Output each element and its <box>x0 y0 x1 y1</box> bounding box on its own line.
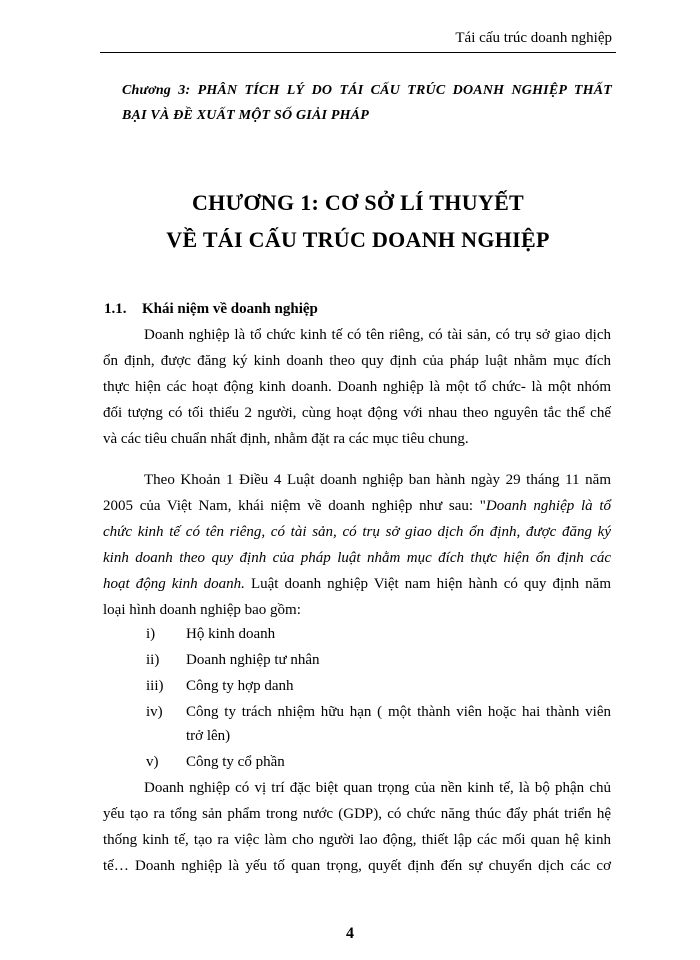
paragraph-line: Doanh nghiệp là tổ chức kinh tế có tên riêng, có tài sản, có trụ sở giao dịch <box>144 327 611 343</box>
list-item-number: v) <box>146 754 159 770</box>
list-item-number: iv) <box>146 704 163 720</box>
paragraph-line: đối tượng có tối thiểu 2 người, cùng hoạt động với nhau theo nguyên tắc thể chế <box>103 405 611 421</box>
paragraph-line: yếu tạo ra tổng sản phẩm trong nước (GDP), có chức năng thúc đẩy phát triển hệ <box>103 806 611 822</box>
legal-quote-line: chức kinh tế có tên riêng, có tài sản, có trụ sở giao dịch ổn định, được đăng ký <box>103 524 611 540</box>
chapter-title-line-1: CHƯƠNG 1: CƠ SỞ LÍ THUYẾT <box>191 190 525 215</box>
toc-entry-line-1: Chương 3: PHÂN TÍCH LÝ DO TÁI CẤU TRÚC DOANH NGHIỆP THẤT <box>122 83 612 98</box>
paragraph-line: Doanh nghiệp có vị trí đặc biệt quan trọng của nền kinh tế, là bộ phận chủ <box>144 780 611 796</box>
list-item-number: iii) <box>146 678 164 694</box>
chapter-title-line-2: VỀ TÁI CẤU TRÚC DOANH NGHIỆP <box>166 227 550 252</box>
paragraph-line: loại hình doanh nghiệp bao gồm: <box>103 602 301 618</box>
paragraph-line <box>103 576 611 593</box>
paragraph-text: Luật doanh nghiệp Việt nam hiện hành có quy định năm <box>244 576 611 592</box>
page-number: 4 <box>346 925 354 942</box>
paragraph-line <box>103 498 611 515</box>
paragraph-line: thực hiện các hoạt động kinh doanh. Doanh nghiệp là một tổ chức- là một nhóm <box>103 379 611 395</box>
paragraph-line: ổn định, được đăng ký kinh doanh theo quy định của pháp luật nhằm mục đích <box>103 353 611 369</box>
legal-quote-line: kinh doanh theo quy định của pháp luật nhằm mục đích thực hiện ổn định các <box>103 550 611 566</box>
list-item-text: Hộ kinh doanh <box>186 626 276 642</box>
list-item-text: Công ty hợp danh <box>186 678 294 694</box>
list-item-text-continued: trở lên) <box>186 728 231 744</box>
paragraph-text: 2005 của Việt Nam, khái niệm về doanh nghiệp như sau: " <box>103 498 486 514</box>
list-item-text: Công ty cổ phần <box>186 754 285 770</box>
paragraph-line: thống kinh tế, tạo ra việc làm cho người lao động, thiết lập các mối quan hệ kinh <box>103 832 611 848</box>
list-item-text: Doanh nghiệp tư nhân <box>186 652 320 668</box>
paragraph-line: Theo Khoản 1 Điều 4 Luật doanh nghiệp ban hành ngày 29 tháng 11 năm <box>144 472 611 488</box>
header-rule <box>100 52 616 53</box>
list-item-text: Công ty trách nhiệm hữu hạn ( một thành viên hoặc hai thành viên <box>186 704 611 720</box>
section-number: 1.1. <box>104 301 127 317</box>
list-item-number: ii) <box>146 652 160 668</box>
section-heading: Khái niệm về doanh nghiệp <box>142 301 318 317</box>
running-header: Tái cấu trúc doanh nghiệp <box>455 30 612 46</box>
list-item-number: i) <box>146 626 156 642</box>
toc-entry-line-2: BẠI VÀ ĐỀ XUẤT MỘT SỐ GIẢI PHÁP <box>122 108 369 123</box>
paragraph-line: và các tiêu chuẩn nhất định, nhằm đặt ra các mục tiêu chung. <box>103 431 469 447</box>
legal-quote-text: hoạt động kinh doanh. <box>103 576 245 592</box>
legal-quote-text: Doanh nghiệp là tổ <box>485 498 611 514</box>
paragraph-line: tế… Doanh nghiệp là yếu tố quan trọng, quyết định đến sự chuyển dịch các cơ <box>103 858 611 874</box>
